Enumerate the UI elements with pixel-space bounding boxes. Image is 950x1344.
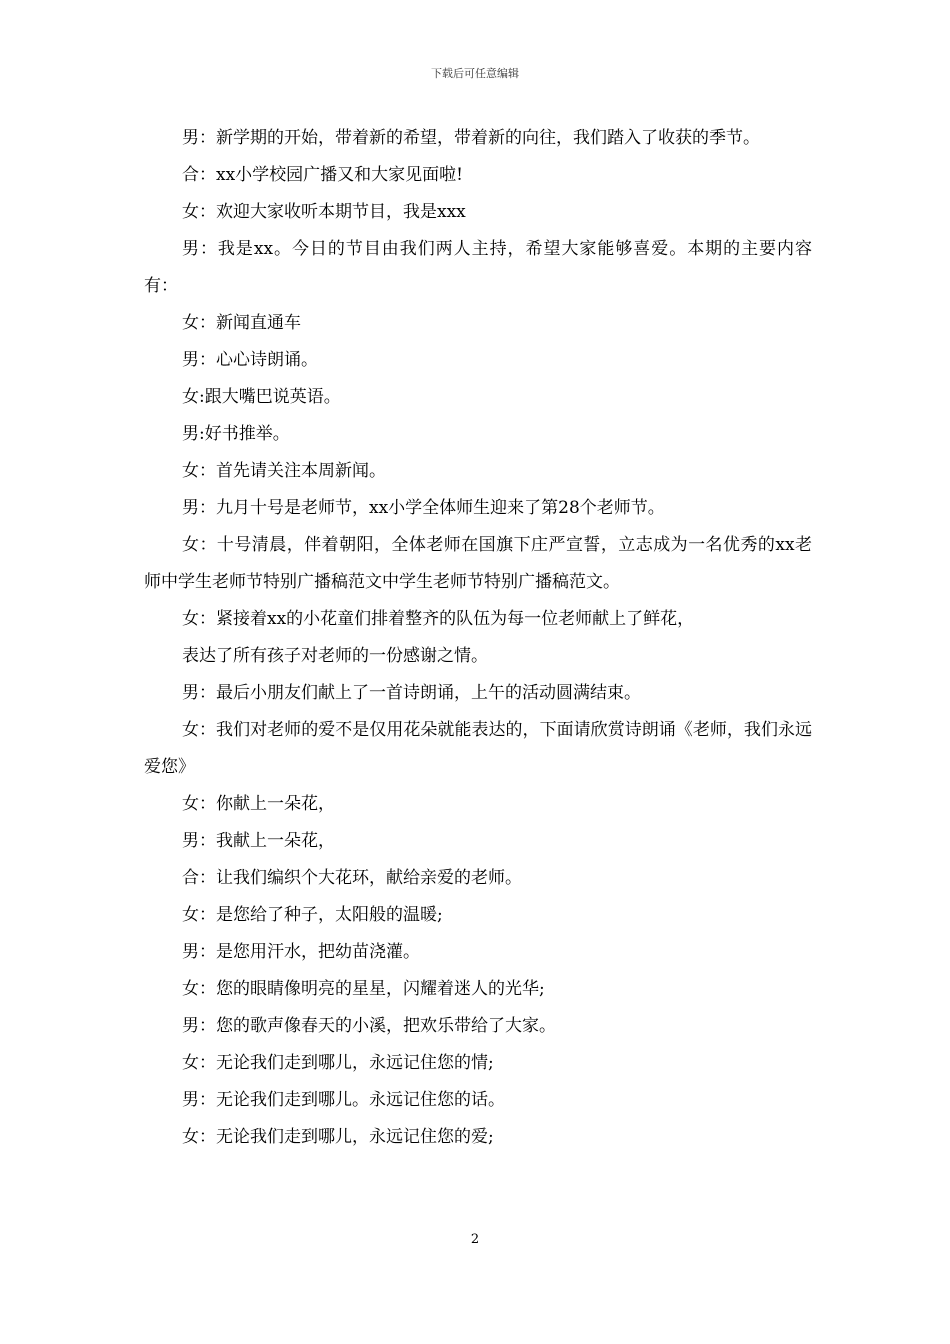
paragraph: 男：我献上一朵花， (182, 831, 335, 851)
paragraph: 男：是您用汗水，把幼苗浇灌。 (182, 942, 420, 962)
paragraph: 女：无论我们走到哪儿，永远记住您的情; (182, 1053, 494, 1073)
paragraph: 女：首先请关注本周新闻。 (182, 461, 386, 481)
paragraph: 合：让我们编织个大花环，献给亲爱的老师。 (182, 868, 522, 888)
document-body (144, 120, 812, 1156)
paragraph: 女：是您给了种子，太阳般的温暖; (182, 905, 443, 925)
page-header: 下载后可任意编辑 (431, 67, 519, 80)
paragraph: 女:跟大嘴巴说英语。 (182, 387, 341, 407)
paragraph: 男：我是xx。今日的节目由我们两人主持，希望大家能够喜爱。本期的主要内容有： (144, 239, 812, 296)
paragraph: 女：欢迎大家收听本期节目，我是xxx (182, 202, 466, 222)
paragraph: 表达了所有孩子对老师的一份感谢之情。 (182, 646, 488, 666)
paragraph: 合：xx小学校园广播又和大家见面啦! (182, 165, 464, 185)
paragraph: 女：你献上一朵花， (182, 794, 335, 814)
paragraph: 男：九月十号是老师节，xx小学全体师生迎来了第28个老师节。 (182, 498, 665, 518)
paragraph: 男：新学期的开始，带着新的希望，带着新的向往，我们踏入了收获的季节。 (182, 128, 760, 148)
paragraph: 女：紧接着xx的小花童们排着整齐的队伍为每一位老师献上了鲜花， (182, 609, 695, 629)
paragraph: 男：您的歌声像春天的小溪，把欢乐带给了大家。 (182, 1016, 556, 1036)
paragraph: 女：十号清晨，伴着朝阳，全体老师在国旗下庄严宣誓，立志成为一名优秀的xx老师中学生老师节特别广播稿范文中学生老师节特别广播稿范文。 (144, 535, 812, 592)
paragraph: 女：您的眼睛像明亮的星星，闪耀着迷人的光华; (182, 979, 545, 999)
paragraph: 女：新闻直通车 (182, 313, 301, 333)
page-number: 2 (470, 1232, 480, 1247)
paragraph: 男：心心诗朗诵。 (182, 350, 318, 370)
paragraph: 女：无论我们走到哪儿，永远记住您的爱; (182, 1127, 494, 1147)
paragraph: 男：最后小朋友们献上了一首诗朗诵，上午的活动圆满结束。 (182, 683, 641, 703)
paragraph: 男：无论我们走到哪儿。永远记住您的话。 (182, 1090, 505, 1110)
paragraph: 男:好书推举。 (182, 424, 290, 444)
paragraph: 女：我们对老师的爱不是仅用花朵就能表达的，下面请欣赏诗朗诵《老师，我们永远爱您》 (144, 720, 812, 777)
